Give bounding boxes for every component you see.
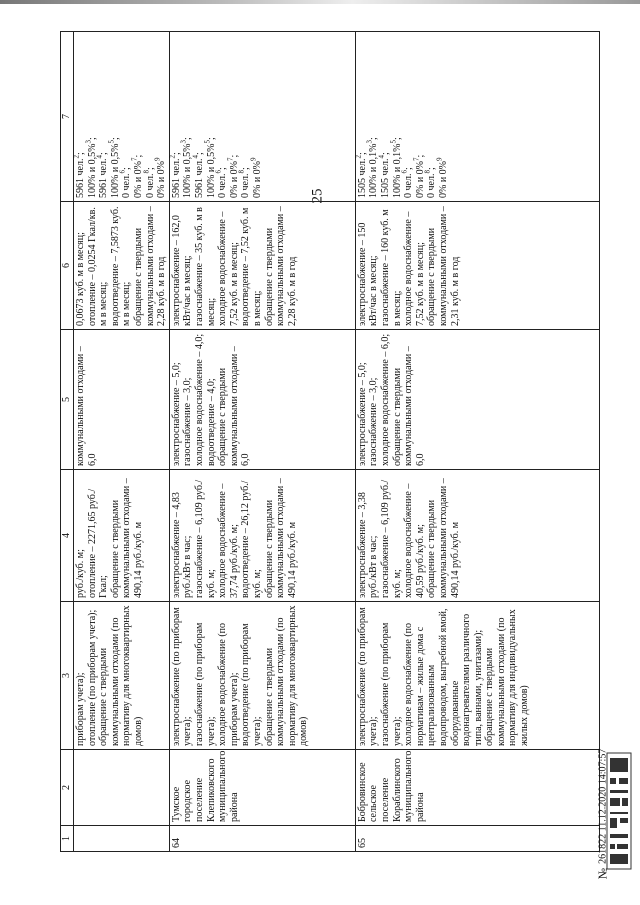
growth-index-cell: электроснабжение – 5,0; газоснабжение – 3,0; холодное водоснабжение – 4,0; водоотведение – 4,0; обращение с твердыми коммунальными отходами – 6,0 [169, 330, 355, 470]
table-row [169, 32, 355, 852]
footnote-marker: 4 [95, 155, 104, 159]
row-number-cell [74, 826, 170, 852]
population-line: 100% и 0,5%$^5$; [107, 137, 121, 198]
footnote-marker: 6 [119, 170, 128, 174]
footnote-marker: 9 [153, 157, 162, 161]
population-line: 0% и 0%$^7$; [226, 154, 240, 198]
population-cell [169, 32, 355, 202]
footnote-marker: 7 [412, 157, 421, 161]
growth-index-cell: коммунальными отходами – 6,0 [74, 330, 170, 470]
population-line: 5961 чел.$^4$; [95, 152, 110, 198]
tariffs-cell: электроснабжение – 3,38 руб./кВт в час; газоснабжение – 6,109 руб./куб. м; холодное водоснабжение – 40,59 руб./куб. м; обращение с твердыми коммунальными отходами – 490,14 руб./куб. м [355, 470, 599, 602]
services-cell: электроснабжение (по приборам учета); газоснабжение (по приборам учета); холодное водоснабжение (по приборам учета); водоотведение (по приборам учета); обращение с твердыми коммунальными отходами (по нормативу для многоквартирных домов) [169, 602, 355, 750]
page-number: 25 [309, 188, 326, 204]
population-line: 0 чел.$^8$; [142, 167, 156, 198]
population-line: 100% и 0,5%$^3$; [180, 137, 194, 198]
tariff-table [60, 31, 600, 852]
growth-index-cell: электроснабжение – 5,0; газоснабжение – 3,0; холодное водоснабжение – 6,0; обращение с твердыми коммунальными отходами – 6,0 [355, 330, 599, 470]
population-line: 5961 чел.$^2$; [168, 152, 182, 198]
services-cell: приборам учета); отопление (по приборам учета); обращение с твердыми коммунальными отходами (по нормативу для многоквартирных домов) [74, 602, 170, 750]
population-line: 0% и 0%$^7$; [130, 154, 144, 198]
column-number: 7 [61, 32, 74, 202]
population-line: 0 чел.$^6$; [400, 167, 415, 198]
column-number: 5 [61, 330, 74, 470]
population-line: 5961 чел.$^4$; [191, 152, 205, 198]
population-line: 5961 чел.$^2$; [72, 152, 86, 198]
number-sign: № [595, 867, 610, 880]
services-cell: электроснабжение (по приборам учета); газоснабжение (по приборам учета); холодное водоснабжение (по нормативам – жилые дома с централизованным водопроводом, выгребной ямой, оборудованные водонагревателями различного типа, ваннами, унитазами); обращение с твердыми коммунальными отходами (по нормативу для индивидуальных жилых домов) [355, 602, 599, 750]
population-line: 0 чел.$^8$; [237, 167, 252, 198]
settlement-name-cell: Бобровинское сельское поселение Кораблинского муниципального района [355, 750, 599, 826]
population-line: 100% и 0,5%$^5$; [203, 137, 217, 198]
footnote-marker: 6 [214, 170, 223, 174]
population-line: 0% и 0%$^9$ [153, 157, 168, 198]
footnote-marker: 3 [84, 139, 93, 144]
population-line: 0 чел.$^6$; [214, 167, 229, 198]
column-number-row [61, 32, 74, 852]
footnote-marker: 5 [389, 139, 398, 144]
rotated-table-container [60, 32, 600, 852]
row-number-cell: 65 [355, 826, 599, 852]
tariffs-cell: руб./куб. м; отопление – 2271,65 руб./Гкал; обращение с твердыми коммунальными отходами – 490,14 руб./куб. м [74, 470, 170, 602]
footnote-marker: 5 [203, 139, 212, 144]
footnote-marker: 6 [400, 170, 409, 174]
footnote-marker: 8 [142, 170, 151, 174]
footnote-marker: 7 [130, 157, 139, 161]
consumption-cell: электроснабжение – 162,0 кВт/час в месяц; газоснабжение – 35 куб. м в месяц; холодное водоснабжение – 7,52 куб. м в месяц; водоотведение – 7,52 куб. м в месяц; обращение с твердыми коммунальными отходами – 2,28 куб. м в год [169, 202, 355, 330]
row-number-cell: 64 [169, 826, 355, 852]
population-line: 1505 чел.$^4$; [377, 152, 391, 198]
footnote-marker: 4 [191, 155, 200, 159]
column-number: 2 [61, 750, 74, 826]
column-number: 6 [61, 202, 74, 330]
population-line: 0% и 0%$^9$ [435, 157, 449, 198]
population-line: 1505 чел.$^2$; [354, 152, 368, 198]
population-line: 0% и 0%$^9$ [249, 157, 263, 198]
population-line: 100% и 0,1%$^3$; [366, 137, 380, 198]
population-line: 100% и 0,5%$^3$; [84, 137, 98, 198]
footnote-marker: 2 [168, 155, 177, 159]
scan-top-edge [0, 0, 640, 4]
footnote-marker: 9 [249, 157, 258, 161]
table-row [355, 32, 599, 852]
footnote-marker: 4 [377, 155, 386, 159]
consumption-cell: электроснабжение – 150 кВт/час в месяц; газоснабжение – 160 куб. м в месяц; холодное водоснабжение – 7,52 куб. м в месяц; обращение с твердыми коммунальными отходами – 2,31 куб. м в год [355, 202, 599, 330]
footnote-marker: 3 [180, 139, 189, 144]
population-line: 0 чел.$^8$; [423, 167, 438, 198]
column-number: 1 [61, 826, 74, 852]
consumption-cell: 0,0673 куб. м в месяц; отопление – 0,0254 Гкал/кв. м в месяц; водоотведение – 7,5873 куб. м в месяц; обращение с твердыми коммунальными отходами – 2,28 куб. м в год [74, 202, 170, 330]
footnote-marker: 8 [237, 170, 246, 174]
document-id-timestamp: 261822 11.12.2020 14:07:57 [597, 748, 609, 864]
population-line: 0 чел.$^6$; [119, 167, 133, 198]
settlement-name-cell [74, 750, 170, 826]
document-footer [596, 749, 611, 880]
population-cell [355, 32, 599, 202]
column-number: 3 [61, 602, 74, 750]
footnote-marker: 8 [423, 170, 432, 174]
footnote-marker: 2 [72, 155, 81, 159]
table-row-continuation [74, 32, 170, 852]
footnote-marker: 7 [226, 157, 235, 161]
footnote-marker: 9 [435, 157, 444, 161]
settlement-name-cell: Тумское городское поселение Клепиковского муниципального района [169, 750, 355, 826]
population-line: 100% и 0,1%$^5$; [389, 137, 403, 198]
population-line: 0% и 0%$^7$; [412, 154, 426, 198]
footnote-marker: 2 [354, 155, 363, 159]
footnote-marker: 5 [107, 139, 116, 144]
tariffs-cell: электроснабжение – 4,83 руб./кВт в час; газоснабжение – 6,109 руб./куб. м; холодное водоснабжение – 37,74 руб./куб. м; водоотведение – 26,12 руб./куб. м; обращение с твердыми коммунальными отходами – 490,14 руб./куб. м [169, 470, 355, 602]
footnote-marker: 3 [366, 139, 375, 144]
population-cell [74, 32, 170, 202]
column-number: 4 [61, 470, 74, 602]
